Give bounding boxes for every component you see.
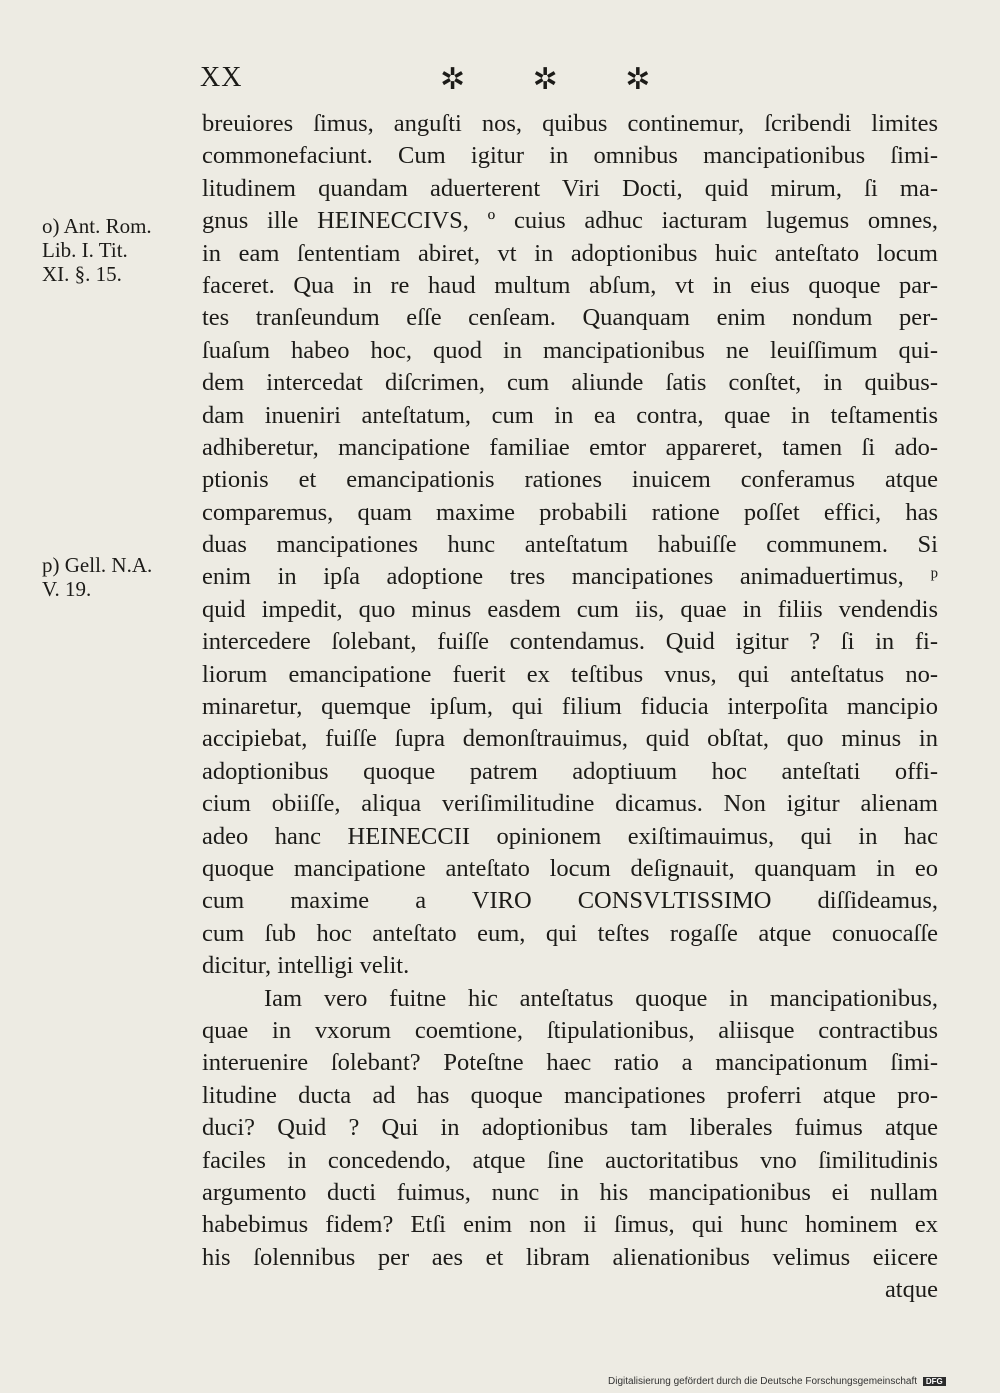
page-header [200, 62, 935, 98]
dfg-logo-icon: DFG [923, 1377, 946, 1386]
text-line: cum maxime a VIRO CONSVLTISSIMO diſſideamus, [202, 887, 938, 915]
text-line: quae in vxorum coemtione, ſtipulationibus, aliisque contractibus [202, 1016, 938, 1044]
margin-note-line: V. 19. [42, 577, 92, 601]
text-line: breuiores ſimus, anguſti nos, quibus continemur, ſcribendi limites [202, 110, 938, 137]
margin-note-o [42, 214, 152, 286]
text-line: accipiebat, fuiſſe ſupra demonſtrauimus, quid obſtat, quo minus in [202, 725, 938, 753]
text-line: duci? Quid ? Qui in adoptionibus tam liberales fuimus atque [202, 1114, 938, 1142]
body-text [202, 108, 938, 1306]
text-line: commonefaciunt. Cum igitur in omnibus mancipationibus ſimi- [202, 142, 938, 170]
text-line: tes tranſeundum eſſe cenſeam. Quanquam enim nondum per- [202, 304, 938, 332]
text-line: interuenire ſolebant? Poteſtne haec ratio a mancipationum ſimi- [202, 1049, 938, 1077]
margin-note-line: Lib. I. Tit. [42, 238, 128, 262]
text-line: ſuaſum habeo hoc, quod in mancipationibus ne leuiſſimum qui- [202, 336, 938, 364]
text-line: enim in ipſa adoptione tres mancipationes animaduertimus, ᵖ [202, 563, 938, 591]
text-line: argumento ducti fuimus, nunc in his mancipationibus ei nullam [202, 1178, 938, 1206]
text-line: quoque mancipatione anteſtato locum deſignauit, quanquam in eo [202, 854, 938, 882]
text-line: comparemus, quam maxime probabili ratione poſſet effici, has [202, 498, 938, 526]
text-line: dicitur, intelligi velit. [202, 952, 410, 980]
margin-note-line: o) Ant. Rom. [42, 214, 152, 238]
text-line: faceret. Qua in re haud multum abſum, vt in eius quoque par- [202, 271, 938, 299]
text-line: in eam ſententiam abiret, vt in adoptionibus huic anteſtato locum [202, 239, 938, 267]
text-line: litudine ducta ad has quoque mancipationes proferri atque pro- [202, 1081, 938, 1109]
text-line: habebimus fidem? Etſi enim non ii ſimus, qui hunc hominem ex [202, 1211, 938, 1239]
text-line: cum ſub hoc anteſtato eum, qui teſtes rogaſſe atque conuocaſſe [202, 919, 938, 947]
page-number: XX [200, 62, 243, 93]
text-line: his ſolennibus per aes et libram alienationibus velimus eiicere [202, 1243, 938, 1271]
text-line: dem intercedat diſcrimen, cum aliunde ſatis conſtet, in quibus- [202, 369, 938, 397]
text-line: faciles in concedendo, atque ſine auctoritatibus vno ſimilitudinis [202, 1146, 938, 1174]
text-line: ptionis et emancipationis rationes inuicem conferamus atque [202, 466, 938, 494]
text-line: liorum emancipatione fuerit ex teſtibus vnus, qui anteſtatus no- [202, 660, 938, 688]
text-line: litudinem quandam aduerterent Viri Docti, quid mirum, ſi ma- [202, 174, 938, 202]
text-line: gnus ille HEINECCIVS, º cuius adhuc iacturam lugemus omnes, [202, 207, 938, 235]
text-line: duas mancipationes hunc anteſtatum habuiſſe communem. Si [202, 531, 938, 559]
text-line: adhiberetur, mancipatione familiae emtor appareret, tamen ſi ado- [202, 433, 938, 461]
text-line: cium obiiſſe, aliqua veriſimilitudine dicamus. Non igitur alienam [202, 790, 938, 818]
credit-text: Digitalisierung gefördert durch die Deutsche Forschungsgemeinschaft [608, 1376, 918, 1387]
digitization-credit [608, 1376, 946, 1387]
text-line: minaretur, quemque ipſum, qui filium fiducia interpoſita mancipio [202, 693, 938, 721]
text-line: dam inueniri anteſtatum, cum in ea contra, quae in teſtamentis [202, 401, 938, 429]
margin-note-p [42, 553, 152, 601]
text-line: adoptionibus quoque patrem adoptiuum hoc anteſtati offi- [202, 757, 938, 785]
text-line: intercedere ſolebant, fuiſſe contendamus. Quid igitur ? ſi in fi- [202, 628, 938, 656]
margin-note-line: p) Gell. N.A. [42, 553, 153, 577]
text-line: quid impedit, quo minus easdem cum iis, quae in filiis vendendis [202, 595, 938, 623]
star-ornament: ✲ ✲ ✲ [440, 63, 651, 96]
text-line: Iam vero fuitne hic anteſtatus quoque in mancipationibus, [264, 984, 938, 1012]
margin-note-line: XI. §. 15. [42, 262, 122, 286]
text-line: adeo hanc HEINECCII opinionem exiſtimauimus, qui in hac [202, 822, 938, 850]
catchword: atque [884, 1276, 938, 1304]
